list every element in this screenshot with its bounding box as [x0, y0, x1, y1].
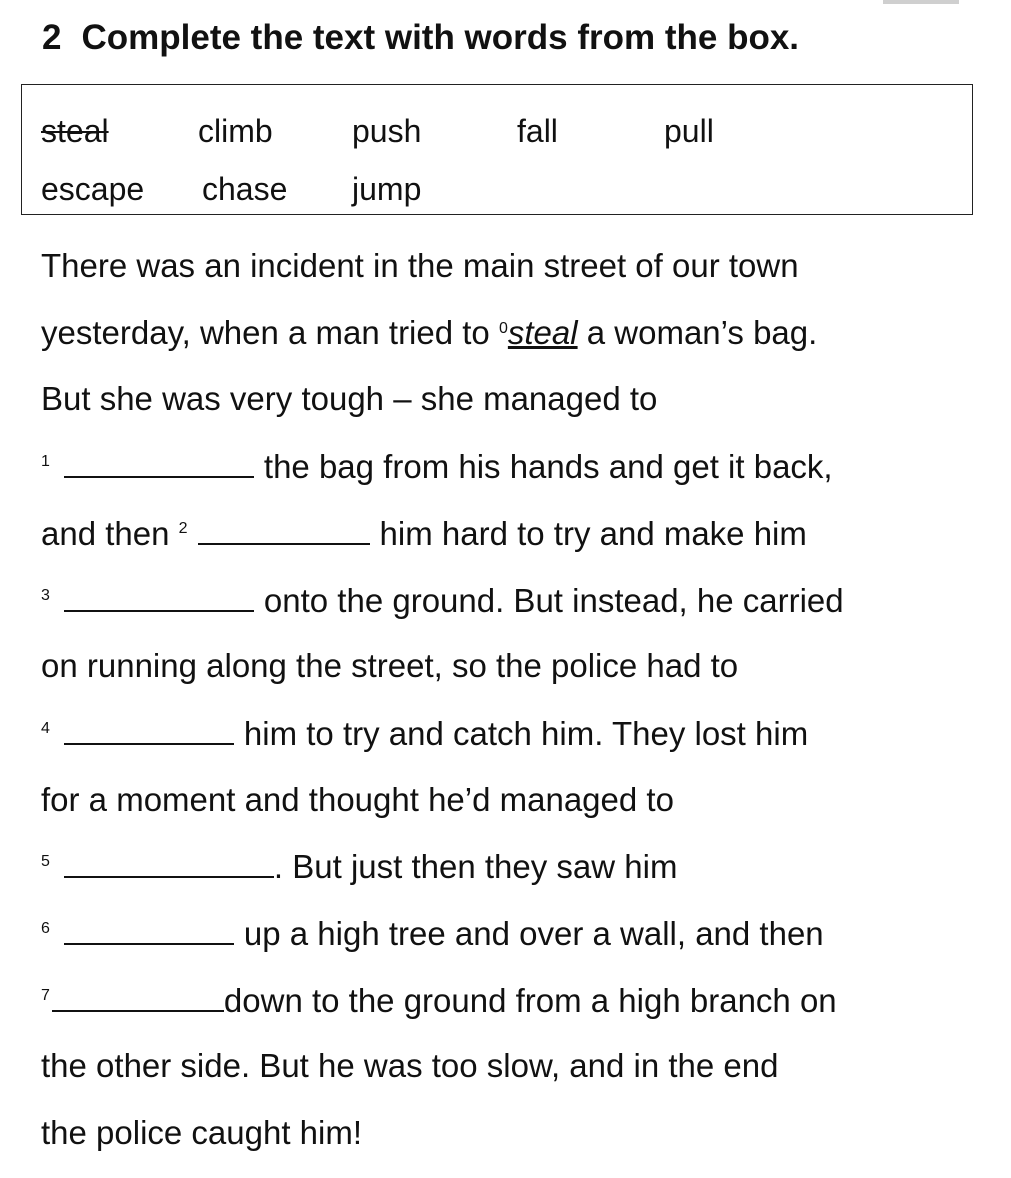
item-number: 3	[41, 587, 50, 604]
top-edge-mark	[883, 0, 959, 4]
word-box-item: climb	[198, 113, 273, 149]
text-line	[41, 580, 844, 621]
word-box-item: escape	[41, 171, 145, 207]
text-segment: the police caught him!	[41, 1114, 363, 1151]
word-box-item: fall	[517, 113, 558, 149]
text-line	[41, 1046, 779, 1086]
text-segment: a woman’s bag.	[577, 314, 818, 351]
exercise-number: 2	[42, 18, 62, 57]
text-line	[41, 446, 833, 487]
text-line	[41, 713, 808, 754]
text-line	[41, 980, 837, 1021]
text-line	[41, 846, 677, 887]
word-box-item: chase	[202, 171, 288, 207]
item-number: 7	[41, 987, 50, 1004]
text-line	[41, 1113, 362, 1153]
text-segment: for a moment and thought he’d managed to	[41, 781, 674, 818]
text-line	[41, 513, 807, 554]
item-number: 2	[178, 520, 188, 537]
text-segment: down to the ground from a high branch on	[223, 982, 837, 1019]
text-line	[41, 379, 657, 419]
item-number: 5	[41, 853, 50, 870]
text-segment: . But just then they saw him	[273, 848, 678, 885]
text-line	[41, 913, 824, 954]
text-segment: the bag from his hands and get it back,	[263, 448, 833, 485]
text-segment: But she was very tough – she managed to	[41, 380, 658, 417]
word-box-item: steal	[41, 113, 109, 149]
text-segment: him hard to try and make him	[379, 515, 807, 552]
item-number: 0	[498, 320, 508, 337]
word-box-item: push	[352, 113, 422, 149]
answer-gap-5[interactable]	[64, 846, 274, 878]
answer-gap-1[interactable]	[64, 446, 254, 478]
text-line	[41, 780, 674, 820]
answer-gap-2[interactable]	[198, 513, 370, 545]
text-segment: the other side. But he was too slow, and in the end	[41, 1047, 779, 1084]
text-segment: on running along the street, so the police had to	[41, 647, 739, 684]
item-number: 4	[41, 720, 50, 737]
answer-gap-3[interactable]	[64, 580, 254, 612]
answer-gap-6[interactable]	[64, 913, 234, 945]
text-segment: There was an incident in the main street of our town	[41, 247, 799, 284]
answer-gap-7[interactable]	[52, 980, 224, 1012]
word-box-item: pull	[664, 113, 714, 149]
text-line	[41, 313, 817, 353]
example-answer: steal	[507, 314, 578, 351]
item-number: 6	[41, 920, 50, 937]
exercise-instruction: Complete the text with words from the box.	[81, 18, 800, 57]
exercise-heading	[42, 18, 799, 58]
word-box	[21, 84, 973, 215]
text-segment: him to try and catch him. They lost him	[243, 715, 809, 752]
word-box-item: jump	[352, 171, 422, 207]
text-line	[41, 246, 799, 286]
text-segment: onto the ground. But instead, he carried	[263, 582, 844, 619]
answer-gap-4[interactable]	[64, 713, 234, 745]
text-segment: yesterday, when a man tried to	[41, 314, 499, 351]
text-segment: up a high tree and over a wall, and then	[243, 915, 824, 952]
text-line	[41, 646, 738, 686]
item-number: 1	[41, 453, 50, 470]
text-segment: and then	[41, 515, 179, 552]
